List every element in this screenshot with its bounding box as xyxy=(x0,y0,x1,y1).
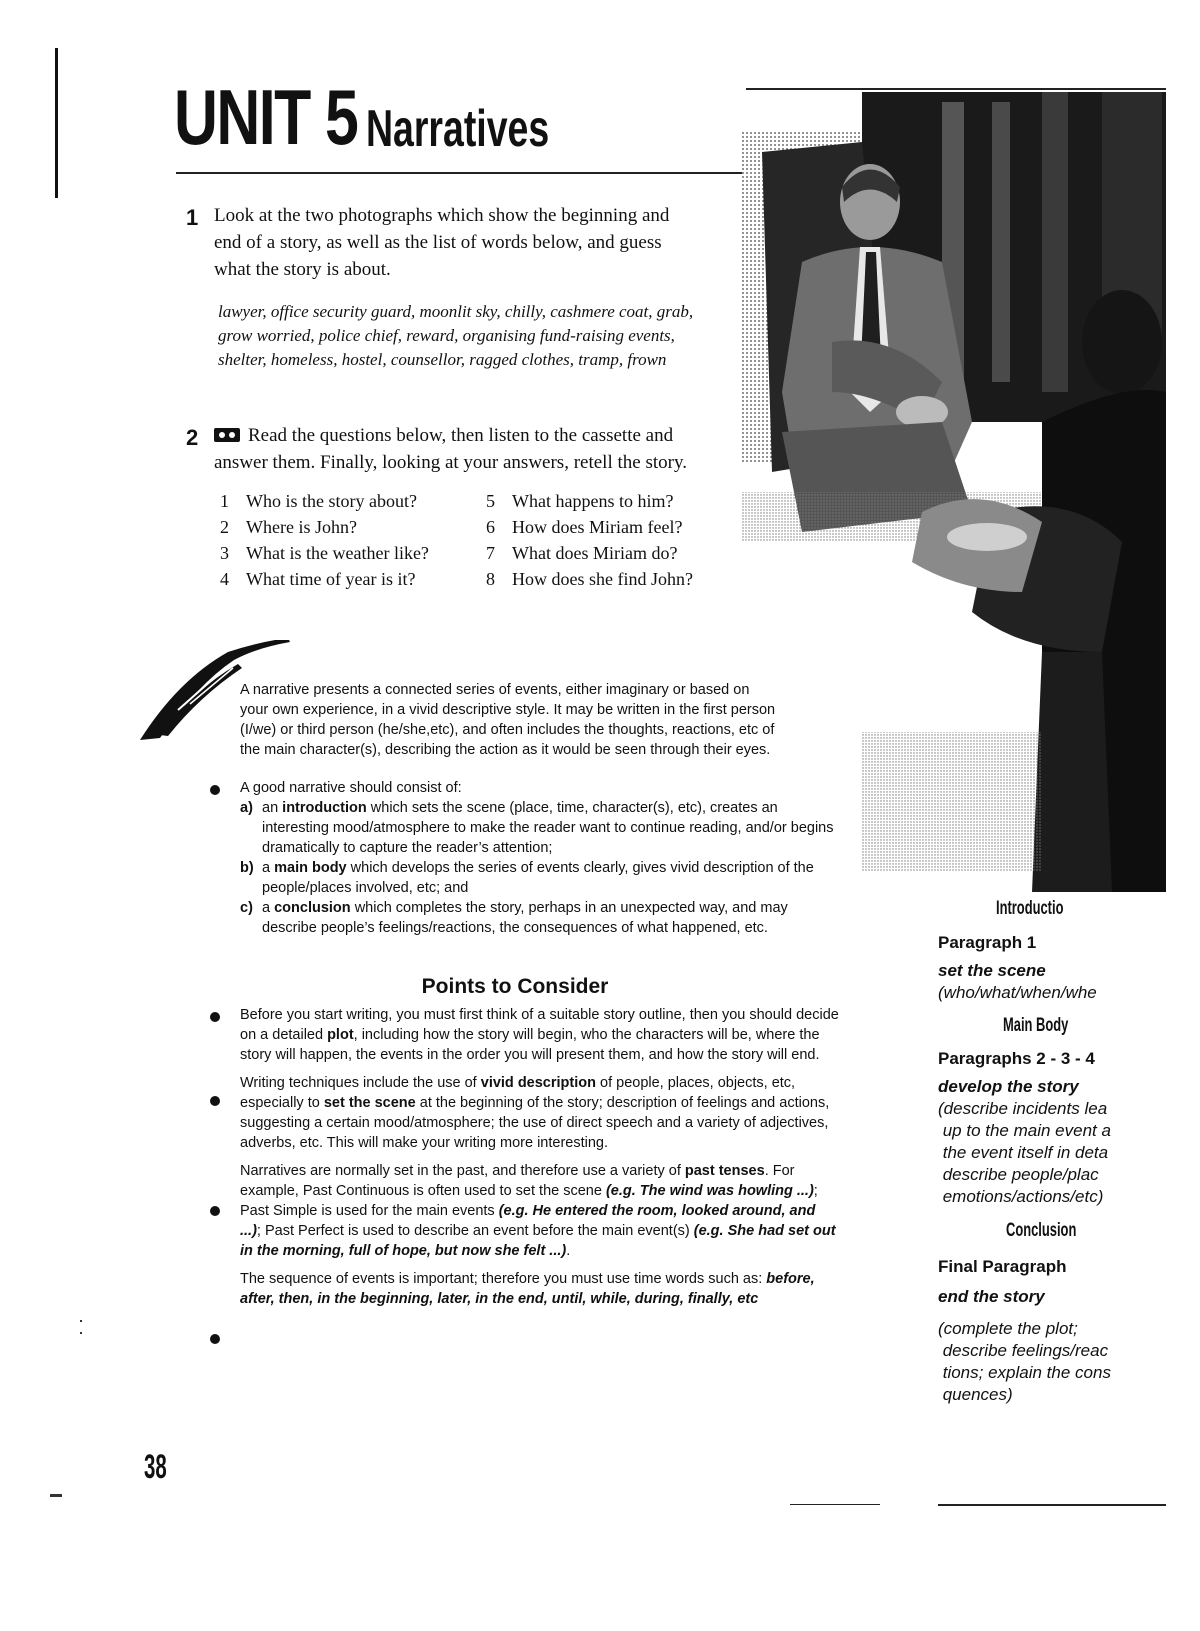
sidebar-paragraph-label: Final Paragraph xyxy=(938,1257,1067,1276)
sidebar-task: set the scene xyxy=(938,961,1046,980)
exercise-1-line: what the story is about. xyxy=(214,259,391,280)
sidebar-heading-conclusion: Conclusion xyxy=(1006,1220,1077,1241)
question-number: 4 xyxy=(220,569,229,589)
item-label: b) xyxy=(240,860,254,876)
top-rule xyxy=(746,88,1166,90)
sidebar-detail-line: the event itself in deta xyxy=(938,1143,1109,1162)
exercise-2-line: Read the questions below, then listen to the cassette and xyxy=(248,425,674,446)
structure-lead: A good narrative should consist of: xyxy=(240,780,462,796)
point-text: at the beginning of the story; description of feelings and actions, suggesting a certain mood/atmosphere; the use of direct speech and a variety of adjectives, adverbs, etc. This will make your writing more interesting. xyxy=(240,1095,830,1151)
question-item xyxy=(220,488,429,514)
scan-speck xyxy=(80,1320,82,1322)
point-keyword: past tenses xyxy=(684,1163,765,1179)
question-item xyxy=(486,540,693,566)
definition-line: (I/we) or third person (he/she,etc), and often includes the thoughts, reactions, etc of xyxy=(240,722,775,738)
sidebar-heading-main-body: Main Body xyxy=(1003,1015,1069,1036)
point-text: . xyxy=(566,1243,571,1259)
sidebar-detail-line: describe people/plac xyxy=(938,1165,1099,1184)
item-text-pre: a xyxy=(262,860,271,876)
item-keyword: introduction xyxy=(282,800,367,816)
point-text: of people, places, objects, etc, especially to xyxy=(240,1075,796,1111)
narrative-definition xyxy=(240,680,840,760)
sidebar-detail-line: (complete the plot; xyxy=(938,1319,1078,1338)
point-text: ; Past Simple is used for the main events xyxy=(240,1183,818,1219)
sidebar-detail-line: quences) xyxy=(938,1385,1013,1404)
point-keyword: set the scene xyxy=(323,1095,416,1111)
sidebar-paragraph-label: Paragraphs 2 - 3 - 4 xyxy=(938,1049,1095,1068)
point-item xyxy=(240,1073,840,1153)
question-text: Where is John? xyxy=(246,517,357,537)
narrative-structure xyxy=(240,778,840,938)
item-text-pre: a xyxy=(262,900,271,916)
item-text xyxy=(262,858,840,898)
question-number: 7 xyxy=(486,543,495,563)
exercise-1-number: 1 xyxy=(186,205,199,230)
structure-item-conclusion xyxy=(240,898,840,938)
question-text: What time of year is it? xyxy=(246,569,416,589)
sidebar-task: end the story xyxy=(938,1287,1045,1306)
point-item xyxy=(240,1269,840,1309)
exercise-2-number: 2 xyxy=(186,425,199,450)
sidebar-detail-line: (describe incidents lea xyxy=(938,1099,1108,1118)
point-keyword: before, after, then, in the beginning, later, in the end, until, while, during, finally, etc xyxy=(240,1271,815,1307)
photo-illustration xyxy=(742,92,1166,892)
footer-rule xyxy=(790,1504,880,1505)
exercise-1-line: end of a story, as well as the list of words below, and guess xyxy=(214,232,662,253)
sidebar-detail-line: emotions/actions/etc) xyxy=(938,1187,1104,1206)
sidebar-heading-introduction: Introductio xyxy=(996,898,1064,919)
question-number: 5 xyxy=(486,491,495,511)
unit-topic: Narratives xyxy=(366,100,550,158)
item-text xyxy=(262,898,840,938)
point-item xyxy=(240,1161,840,1261)
title-underline xyxy=(176,172,746,174)
word-list xyxy=(218,300,738,372)
bullet-icon xyxy=(210,1012,220,1022)
structure-item-main-body xyxy=(240,858,840,898)
item-text-rest: which sets the scene (place, time, character(s), etc), creates an interesting mood/atmosphere to make the reader want to continue reading, and/or begins dramatically to capture the reader’s attention; xyxy=(262,800,834,856)
question-number: 8 xyxy=(486,569,495,589)
question-text: What happens to him? xyxy=(512,491,674,511)
question-text: Who is the story about? xyxy=(246,491,417,511)
item-text xyxy=(262,798,840,858)
point-keyword: plot xyxy=(327,1027,354,1043)
points-list xyxy=(240,1005,840,1317)
sidebar-detail: (who/what/when/whe xyxy=(938,983,1097,1002)
item-text-pre: an xyxy=(262,800,279,816)
item-text-rest: which develops the series of events clearly, gives vivid description of the people/places involved, etc; and xyxy=(262,860,814,896)
cassette-icon xyxy=(214,428,240,442)
item-text-rest: which completes the story, perhaps in an unexpected way, and may describe people’s feelings/reactions, the consequences of what happened, etc. xyxy=(262,900,788,936)
point-text: Narratives are normally set in the past, and therefore use a variety of xyxy=(240,1163,681,1179)
scan-speck xyxy=(80,1332,82,1334)
definition-line: the main character(s), describing the action as it would be seen through their eyes. xyxy=(240,742,771,758)
scan-edge-mark xyxy=(55,48,58,198)
bullet-icon xyxy=(210,1334,220,1344)
question-item xyxy=(486,514,693,540)
question-text: How does Miriam feel? xyxy=(512,517,683,537)
point-keyword: vivid description xyxy=(480,1075,596,1091)
question-item xyxy=(486,566,693,592)
question-text: What does Miriam do? xyxy=(512,543,678,563)
point-text: , including how the story will begin, who the characters will be, where the story will happen, the events in the order you will present them, and how the story will end. xyxy=(240,1027,820,1063)
sidebar-main-body xyxy=(938,1048,1168,1208)
word-list-line: lawyer, office security guard, moonlit sky, chilly, cashmere coat, grab, xyxy=(218,302,694,321)
question-number: 2 xyxy=(220,517,229,537)
point-text: The sequence of events is important; therefore you must use time words such as: xyxy=(240,1271,763,1287)
point-example: (e.g. The wind was howling ...) xyxy=(605,1183,814,1199)
point-item xyxy=(240,1005,840,1065)
point-text: ; Past Perfect is used to describe an event before the main event(s) xyxy=(256,1223,690,1239)
exercise-1-instructions xyxy=(214,202,734,283)
story-photograph xyxy=(742,92,1166,892)
definition-line: A narrative presents a connected series of events, either imaginary or based on xyxy=(240,682,750,698)
item-label: a) xyxy=(240,800,253,816)
sidebar-detail-line: describe feelings/reac xyxy=(938,1341,1109,1360)
unit-number: UNIT 5 xyxy=(174,73,358,161)
sidebar-task: develop the story xyxy=(938,1077,1079,1096)
structure-item-introduction xyxy=(240,798,840,858)
bullet-icon xyxy=(210,785,220,795)
question-text: How does she find John? xyxy=(512,569,693,589)
item-keyword: conclusion xyxy=(274,900,351,916)
sidebar-detail-line: up to the main event a xyxy=(938,1121,1111,1140)
word-list-line: shelter, homeless, hostel, counsellor, ragged clothes, tramp, frown xyxy=(218,350,667,369)
definition-line: your own experience, in a vivid descriptive style. It may be written in the first person xyxy=(240,702,776,718)
question-number: 3 xyxy=(220,543,229,563)
sidebar-introduction xyxy=(938,932,1168,1004)
bullet-icon xyxy=(210,1096,220,1106)
scan-speck xyxy=(50,1494,62,1497)
question-number: 6 xyxy=(486,517,495,537)
footer-rule xyxy=(938,1504,1166,1506)
questions-right xyxy=(486,488,693,592)
question-text: What is the weather like? xyxy=(246,543,429,563)
question-item xyxy=(220,566,429,592)
sidebar-spacer xyxy=(938,1308,1168,1318)
sidebar-conclusion xyxy=(938,1256,1168,1406)
point-text: . For example, Past Continuous is often used to set the scene xyxy=(240,1163,795,1199)
exercise-2-line: answer them. Finally, looking at your answers, retell the story. xyxy=(214,452,687,473)
question-item xyxy=(486,488,693,514)
question-item xyxy=(220,540,429,566)
sidebar-paragraph-label: Paragraph 1 xyxy=(938,933,1037,952)
page-number: 38 xyxy=(144,1448,167,1486)
point-example: (e.g. She had set out in the morning, full of hope, but now she felt ...) xyxy=(240,1223,836,1259)
sidebar-detail-line: tions; explain the cons xyxy=(938,1363,1111,1382)
points-heading: Points to Consider xyxy=(421,975,609,998)
questions-left xyxy=(220,488,429,592)
question-number: 1 xyxy=(220,491,229,511)
item-keyword: main body xyxy=(274,860,347,876)
exercise-1-line: Look at the two photographs which show the beginning and xyxy=(214,205,670,226)
question-item xyxy=(220,514,429,540)
point-text: Before you start writing, you must first think of a suitable story outline, then you should decide on a detailed xyxy=(240,1007,839,1043)
item-label: c) xyxy=(240,900,253,916)
bullet-icon xyxy=(210,1206,220,1216)
exercise-2-instructions xyxy=(214,422,744,476)
point-text: Writing techniques include the use of xyxy=(240,1075,477,1091)
point-example: (e.g. He entered the room, looked around, and ...) xyxy=(240,1203,816,1239)
word-list-line: grow worried, police chief, reward, organising fund-raising events, xyxy=(218,326,675,345)
